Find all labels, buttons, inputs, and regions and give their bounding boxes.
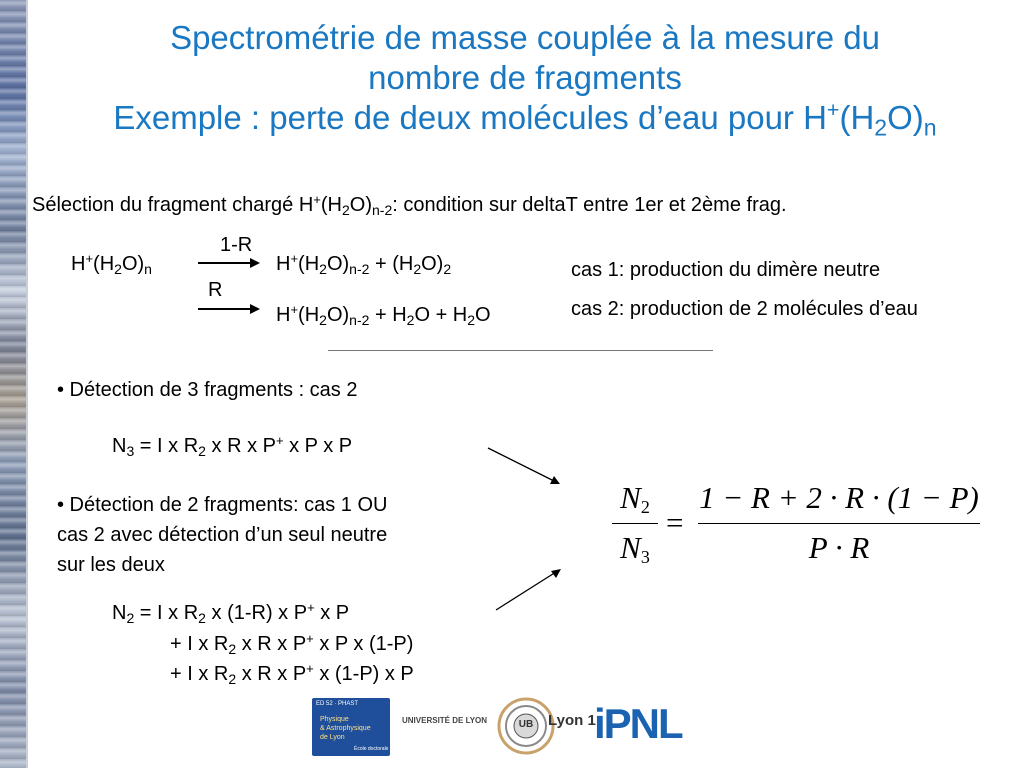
- horizontal-divider: [328, 350, 713, 351]
- probability-label-1-minus-r: 1-R: [220, 234, 253, 256]
- equation-n3: $N_3 = I$ x $R_2$ x R x P+ x P x P: [112, 432, 353, 459]
- slide-title: [30, 18, 1020, 141]
- arrow-head-icon: [250, 304, 260, 314]
- reaction-arrow-bottom: [198, 308, 250, 310]
- case-1-description: cas 1: production du dimère neutre: [571, 259, 881, 281]
- detection-2-line-3: sur les deux: [57, 554, 165, 576]
- title-line-3: Exemple : perte de deux molécules d’eau pour $H^+(H_2O)_n$: [113, 98, 937, 141]
- title-line-2: nombre de fragments: [368, 59, 682, 96]
- product-case-2: $H^+(H_2O)_{n-2} + H_2O + H_2O$: [276, 301, 491, 328]
- formula-n2: $N_2$: [620, 480, 650, 518]
- detection-2-bullet: [57, 490, 388, 580]
- probability-label-r: R: [208, 279, 223, 301]
- detection-3-bullet: • Détection de 3 fragments : cas 2: [57, 379, 358, 401]
- selection-statement: Sélection du fragment chargé $H^+(H_2O)_{n-2}$: condition sur deltaT entre 1er et 2ème frag.: [32, 191, 787, 218]
- formula-numerator: 1 − R + 2 · R · (1 − P): [699, 480, 979, 515]
- detection-2-line-2: cas 2 avec détection d’un seul neutre: [57, 524, 388, 546]
- ipnl-logo: iPNL: [594, 700, 682, 747]
- equation-n2-line-1: $N_2 = I$ x $R_2$ x (1-R) x P+ x P: [112, 599, 350, 626]
- equation-n2-line-2: + I x $R_2$ x R x P+ x P x (1-P): [170, 630, 414, 657]
- decorative-side-strip: [0, 0, 26, 768]
- lyon1-emblem: UB: [496, 696, 556, 756]
- equation-n2-line-3: + I x $R_2$ x R x P+ x (1-P) x P: [170, 660, 414, 687]
- lyon1-text: Lyon 1: [548, 712, 596, 729]
- reactant: $H^+(H_2O)_n$: [71, 250, 152, 277]
- pointer-arrows: [480, 440, 570, 620]
- fraction-bar-left: [612, 523, 658, 524]
- detection-2-line-1: • Détection de 2 fragments: cas 1 OU: [57, 494, 388, 516]
- case-2-description: cas 2: production de 2 molécules d’eau: [571, 298, 918, 320]
- product-case-1: $H^+(H_2O)_{n-2} + (H_2O)_2$: [276, 250, 452, 277]
- phast-logo: ED 52 · PHAST Physique & Astrophysique de Lyon École doctorale: [312, 698, 390, 756]
- formula-denominator: P · R: [808, 530, 870, 565]
- side-strip-border: [26, 0, 28, 768]
- title-line-1: Spectrométrie de masse couplée à la mesure du: [170, 19, 880, 56]
- formula-equals: =: [666, 505, 684, 540]
- logo-bar: [312, 692, 712, 762]
- formula-n3: $N_3$: [620, 530, 650, 568]
- universite-de-lyon-logo: UNIVERSITÉ DE LYON: [402, 716, 488, 725]
- fraction-bar-right: [698, 523, 980, 524]
- reaction-arrow-top: [198, 262, 250, 264]
- arrow-head-icon: [250, 258, 260, 268]
